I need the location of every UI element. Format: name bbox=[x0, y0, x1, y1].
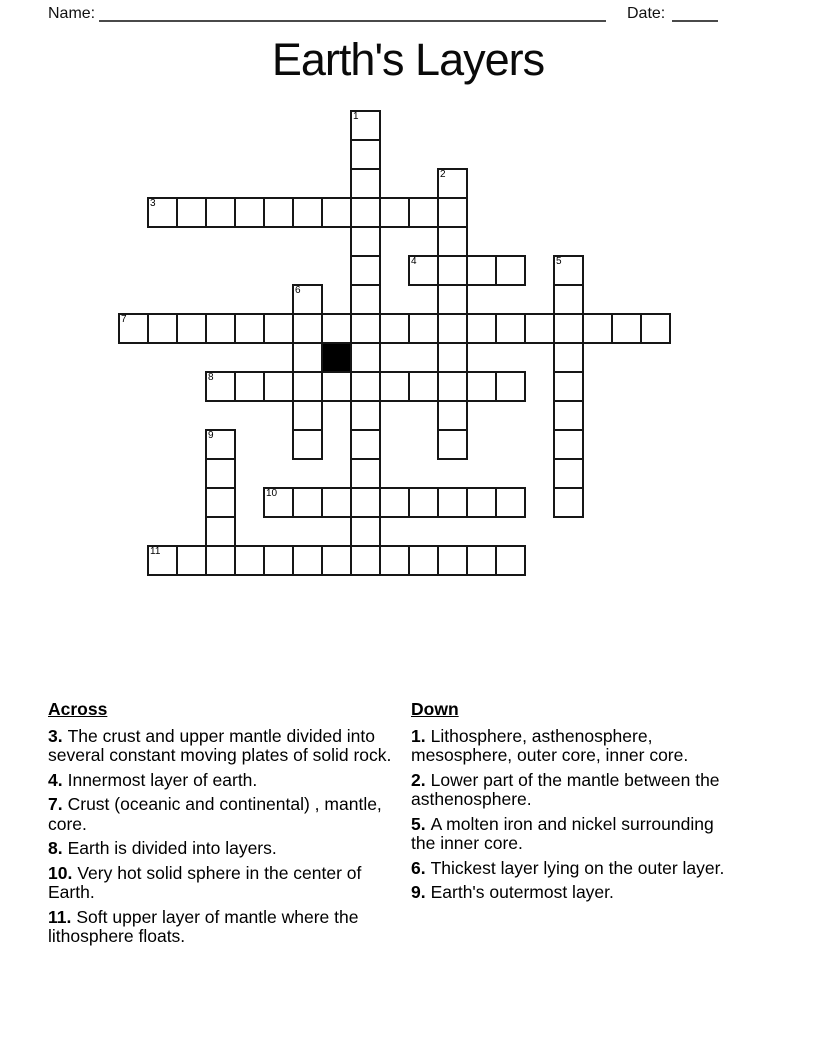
grid-cell[interactable] bbox=[147, 545, 178, 576]
grid-cell[interactable] bbox=[495, 545, 526, 576]
clue-across-11 bbox=[48, 908, 393, 947]
grid-cell[interactable] bbox=[437, 545, 468, 576]
clue-across-4 bbox=[48, 771, 393, 791]
grid-cell[interactable] bbox=[350, 284, 381, 315]
grid-cell[interactable] bbox=[234, 313, 265, 344]
grid-cell[interactable] bbox=[292, 429, 323, 460]
grid-cell[interactable] bbox=[292, 400, 323, 431]
grid-cell[interactable] bbox=[553, 313, 584, 344]
clue-text: Lower part of the mantle between the asthenosphere. bbox=[411, 769, 720, 809]
grid-cell[interactable] bbox=[205, 371, 236, 402]
name-label: Name: bbox=[48, 5, 96, 22]
grid-cell[interactable] bbox=[553, 458, 584, 489]
clue-number: 9. bbox=[411, 882, 426, 902]
grid-cell[interactable] bbox=[321, 313, 352, 344]
grid-cell[interactable] bbox=[263, 197, 294, 228]
cell-number: 9 bbox=[208, 430, 214, 441]
grid-cell[interactable] bbox=[147, 313, 178, 344]
grid-cell[interactable] bbox=[437, 487, 468, 518]
grid-cell[interactable] bbox=[466, 371, 497, 402]
grid-cell[interactable] bbox=[321, 487, 352, 518]
clue-text: Earth's outermost layer. bbox=[430, 882, 614, 902]
grid-cell[interactable] bbox=[495, 255, 526, 286]
clue-number: 4. bbox=[48, 769, 63, 790]
clue-down-5 bbox=[411, 815, 733, 854]
grid-cell[interactable] bbox=[553, 400, 584, 431]
cell-number: 2 bbox=[440, 169, 446, 180]
grid-cell[interactable] bbox=[263, 545, 294, 576]
clue-text: Lithosphere, asthenosphere, mesosphere, outer core, inner core. bbox=[411, 725, 689, 765]
grid-cell[interactable] bbox=[350, 226, 381, 257]
grid-cell[interactable] bbox=[437, 429, 468, 460]
grid-cell[interactable] bbox=[321, 197, 352, 228]
grid-cell[interactable] bbox=[234, 197, 265, 228]
grid-cell[interactable] bbox=[350, 429, 381, 460]
clue-across-10 bbox=[48, 864, 393, 903]
grid-cell[interactable] bbox=[292, 487, 323, 518]
grid-cell[interactable] bbox=[350, 487, 381, 518]
date-label: Date: bbox=[627, 5, 666, 22]
cell-number: 10 bbox=[266, 488, 278, 499]
grid-cell[interactable] bbox=[263, 371, 294, 402]
grid-cell[interactable] bbox=[553, 342, 584, 373]
clue-down-6 bbox=[411, 859, 733, 879]
grid-cell[interactable] bbox=[234, 371, 265, 402]
cell-number: 4 bbox=[411, 256, 417, 267]
worksheet-title: Earth's Layers bbox=[271, 34, 545, 85]
clue-text: Innermost layer of earth. bbox=[67, 769, 258, 790]
grid-cell[interactable] bbox=[408, 371, 439, 402]
grid-cell[interactable] bbox=[350, 458, 381, 489]
grid-cell[interactable] bbox=[350, 313, 381, 344]
clue-number: 11. bbox=[48, 906, 72, 927]
cell-number: 11 bbox=[150, 546, 161, 557]
grid-cell[interactable] bbox=[553, 429, 584, 460]
clue-number: 7. bbox=[48, 794, 63, 814]
grid-cell[interactable] bbox=[350, 371, 381, 402]
down-heading: Down bbox=[411, 699, 459, 719]
clue-across-7 bbox=[48, 795, 393, 834]
grid-cell[interactable] bbox=[292, 342, 323, 373]
grid-cell[interactable] bbox=[147, 197, 178, 228]
grid-cell[interactable] bbox=[205, 487, 236, 518]
grid-cell[interactable] bbox=[176, 545, 207, 576]
grid-cell[interactable] bbox=[292, 313, 323, 344]
grid-cell[interactable] bbox=[437, 226, 468, 257]
clue-number: 10. bbox=[48, 862, 73, 883]
grid-cell[interactable] bbox=[350, 168, 381, 199]
grid-cell[interactable] bbox=[350, 110, 381, 141]
grid-cell[interactable] bbox=[379, 487, 410, 518]
grid-cell[interactable] bbox=[553, 371, 584, 402]
grid-cell-black bbox=[321, 342, 352, 373]
grid-cell[interactable] bbox=[292, 197, 323, 228]
grid-cell[interactable] bbox=[437, 255, 468, 286]
grid-cell[interactable] bbox=[205, 313, 236, 344]
grid-cell[interactable] bbox=[408, 313, 439, 344]
clue-text: Very hot solid sphere in the center of Earth. bbox=[48, 862, 362, 902]
grid-cell[interactable] bbox=[350, 545, 381, 576]
grid-cell[interactable] bbox=[205, 545, 236, 576]
clue-number: 6. bbox=[411, 857, 426, 878]
clue-across-3 bbox=[48, 727, 393, 766]
grid-cell[interactable] bbox=[495, 371, 526, 402]
grid-cell[interactable] bbox=[553, 255, 584, 286]
grid-cell[interactable] bbox=[495, 313, 526, 344]
grid-cell[interactable] bbox=[350, 255, 381, 286]
grid-cell[interactable] bbox=[466, 487, 497, 518]
grid-cell[interactable] bbox=[292, 545, 323, 576]
clue-down-1 bbox=[411, 727, 733, 766]
grid-cell[interactable] bbox=[495, 487, 526, 518]
across-heading: Across bbox=[48, 699, 108, 719]
cell-number: 5 bbox=[556, 256, 562, 267]
grid-cell[interactable] bbox=[553, 487, 584, 518]
clue-text: Crust (oceanic and continental) , mantle, core. bbox=[48, 794, 382, 834]
grid-cell[interactable] bbox=[321, 371, 352, 402]
grid-cell[interactable] bbox=[408, 197, 439, 228]
cell-number: 8 bbox=[208, 372, 214, 383]
grid-cell[interactable] bbox=[205, 429, 236, 460]
grid-cell[interactable] bbox=[176, 197, 207, 228]
clue-number: 1. bbox=[411, 725, 426, 746]
grid-cell[interactable] bbox=[205, 197, 236, 228]
grid-cell[interactable] bbox=[263, 487, 294, 518]
grid-cell[interactable] bbox=[408, 487, 439, 518]
grid-cell[interactable] bbox=[379, 371, 410, 402]
cell-number: 3 bbox=[150, 198, 156, 209]
across-clues-section bbox=[48, 700, 393, 952]
clue-down-2 bbox=[411, 771, 733, 810]
clue-text: The crust and upper mantle divided into several constant moving plates of solid rock. bbox=[48, 725, 392, 765]
clue-text: A molten iron and nickel surrounding the inner core. bbox=[411, 813, 714, 853]
grid-cell[interactable] bbox=[466, 313, 497, 344]
clue-text: Soft upper layer of mantle where the lithosphere floats. bbox=[48, 906, 359, 946]
grid-cell[interactable] bbox=[292, 371, 323, 402]
grid-cell[interactable] bbox=[205, 516, 236, 547]
clue-number: 3. bbox=[48, 725, 63, 746]
grid-cell[interactable] bbox=[437, 284, 468, 315]
grid-cell[interactable] bbox=[234, 545, 265, 576]
grid-cell[interactable] bbox=[350, 342, 381, 373]
clue-across-8 bbox=[48, 839, 393, 859]
grid-cell[interactable] bbox=[379, 545, 410, 576]
down-clues-section bbox=[411, 700, 733, 908]
grid-cell[interactable] bbox=[437, 371, 468, 402]
grid-cell[interactable] bbox=[437, 197, 468, 228]
grid-cell[interactable] bbox=[379, 197, 410, 228]
grid-cell[interactable] bbox=[118, 313, 149, 344]
cell-number: 7 bbox=[121, 314, 127, 325]
grid-cell[interactable] bbox=[292, 284, 323, 315]
grid-cell[interactable] bbox=[640, 313, 671, 344]
grid-cell[interactable] bbox=[408, 545, 439, 576]
grid-cell[interactable] bbox=[350, 400, 381, 431]
grid-cell[interactable] bbox=[524, 313, 555, 344]
clue-text: Thickest layer lying on the outer layer. bbox=[430, 857, 725, 878]
grid-cell[interactable] bbox=[437, 168, 468, 199]
cell-number: 6 bbox=[295, 285, 301, 296]
grid-cell[interactable] bbox=[379, 313, 410, 344]
clue-number: 8. bbox=[48, 838, 63, 858]
grid-cell[interactable] bbox=[437, 400, 468, 431]
clue-text: Earth is divided into layers. bbox=[67, 838, 277, 858]
clue-number: 2. bbox=[411, 769, 426, 790]
clue-number: 5. bbox=[411, 813, 426, 834]
grid-cell[interactable] bbox=[437, 342, 468, 373]
grid-cell[interactable] bbox=[205, 458, 236, 489]
cell-number: 1 bbox=[353, 111, 359, 122]
grid-cell[interactable] bbox=[176, 313, 207, 344]
grid-cell[interactable] bbox=[408, 255, 439, 286]
grid-cell[interactable] bbox=[350, 139, 381, 170]
grid-cell[interactable] bbox=[466, 545, 497, 576]
grid-cell[interactable] bbox=[350, 516, 381, 547]
grid-cell[interactable] bbox=[553, 284, 584, 315]
grid-cell[interactable] bbox=[582, 313, 613, 344]
grid-cell[interactable] bbox=[611, 313, 642, 344]
clue-down-9 bbox=[411, 883, 733, 903]
grid-cell[interactable] bbox=[466, 255, 497, 286]
grid-cell[interactable] bbox=[321, 545, 352, 576]
grid-cell[interactable] bbox=[437, 313, 468, 344]
grid-cell[interactable] bbox=[263, 313, 294, 344]
grid-cell[interactable] bbox=[350, 197, 381, 228]
